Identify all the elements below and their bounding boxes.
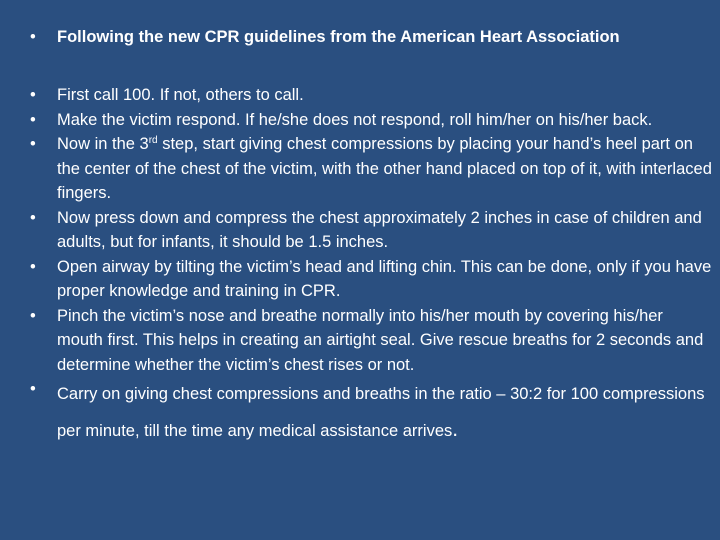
- step-text: First call 100. If not, others to call.: [57, 86, 304, 104]
- list-item: [30, 206, 712, 255]
- step-text: Open airway by tilting the victim’s head and lifting chin. This can be done, only if you have proper knowledge and training in CPR.: [57, 257, 712, 300]
- bullet-icon: •: [30, 257, 36, 276]
- list-item: [30, 83, 712, 108]
- step-text: Pinch the victim’s nose and breathe normally into his/her mouth by covering his/her mouth first. This helps in creating an airtight seal. Give rescue breaths for 2 seconds and determine whether the victim’s chest rises or not.: [57, 306, 704, 374]
- list-item: [30, 377, 712, 449]
- bullet-icon: •: [30, 135, 36, 153]
- bullet-icon: •: [30, 208, 36, 227]
- bullet-icon: •: [30, 86, 36, 104]
- step-text: Now press down and compress the chest approximately 2 inches in case of children and adults, but for infants, it should be 1.5 inches.: [57, 208, 702, 251]
- heading-row: [30, 26, 700, 48]
- step-text: [57, 132, 712, 206]
- step-text-end: step, start giving chest compressions by placing your hand’s heel part on the center of the chest of the victim, with the other hand placed on top of it, with interlaced fingers.: [57, 135, 712, 202]
- step-text-period: .: [452, 418, 459, 441]
- list-item: [30, 132, 712, 206]
- bullet-icon: •: [30, 380, 36, 398]
- list-item: [30, 304, 712, 378]
- step-text: Make the victim respond. If he/she does not respond, roll him/her on his/her back.: [57, 110, 653, 129]
- list-item: [30, 108, 712, 133]
- cpr-steps-list: [30, 83, 712, 449]
- step-text-start: Now in the 3: [57, 135, 149, 153]
- step-text: [57, 377, 712, 449]
- ordinal-suffix: rd: [148, 135, 158, 146]
- slide-heading: Following the new CPR guidelines from the American Heart Association: [57, 28, 620, 46]
- list-item: [30, 255, 712, 304]
- bullet-icon: •: [30, 28, 36, 46]
- step-text-body: Carry on giving chest compressions and breaths in the ratio – 30:2 for 100 compressions per minute, till the time any medical assistance arrives: [57, 385, 705, 440]
- bullet-icon: •: [30, 306, 36, 325]
- bullet-icon: •: [30, 110, 36, 129]
